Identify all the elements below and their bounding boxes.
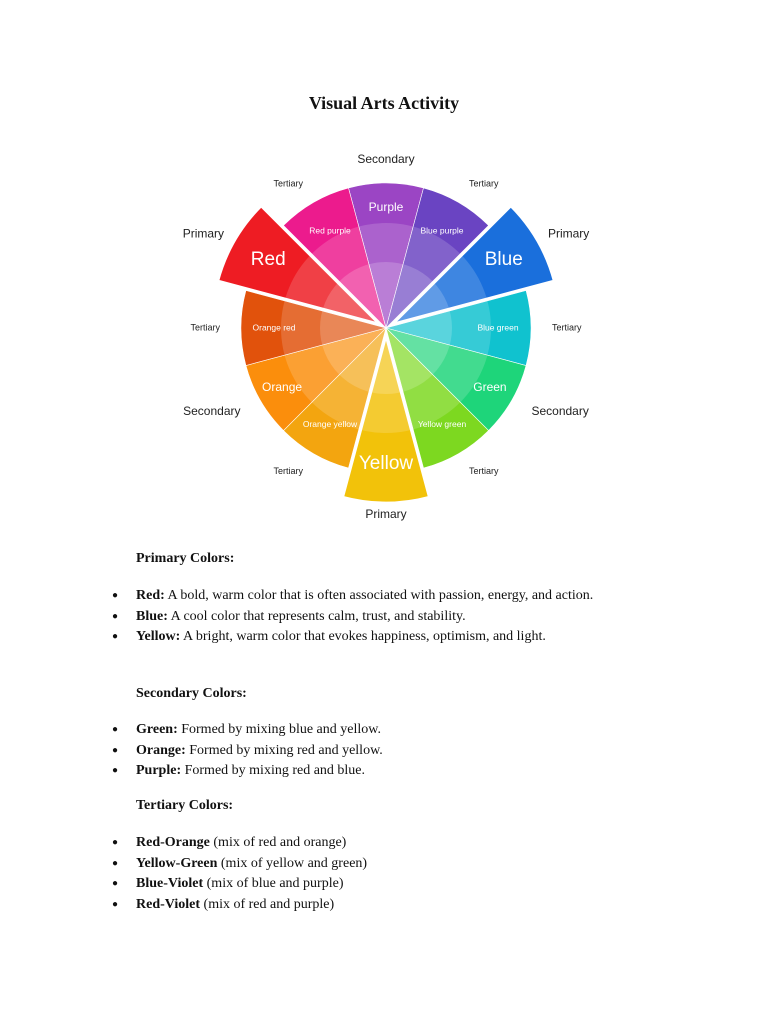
list-item xyxy=(108,874,367,895)
list-item xyxy=(108,761,383,782)
term: Red-Orange xyxy=(136,835,210,850)
description: Formed by mixing red and blue. xyxy=(181,763,366,778)
wheel-category-label: Tertiary xyxy=(552,322,582,333)
wheel-ring-inner-tint xyxy=(320,262,452,394)
list-item xyxy=(108,854,367,875)
description: (mix of yellow and green) xyxy=(217,855,368,871)
wheel-category-label: Tertiary xyxy=(469,178,499,189)
wheel-label-blue: Blue xyxy=(484,249,523,271)
term: Red-Violet xyxy=(136,896,201,912)
primary-colors-list xyxy=(108,586,593,648)
wheel-label-purple: Purple xyxy=(368,200,404,215)
wheel-category-label: Tertiary xyxy=(273,466,303,477)
section-heading-primary: Primary Colors: xyxy=(136,551,235,566)
list-item xyxy=(108,895,367,916)
wheel-category-label: Tertiary xyxy=(469,466,499,477)
list-item xyxy=(108,627,593,648)
wheel-label-yellow: Yellow xyxy=(358,453,414,475)
description: (mix of red and orange) xyxy=(209,835,347,850)
term: Yellow-Green xyxy=(136,855,218,871)
page-title: Visual Arts Activity xyxy=(308,93,460,113)
term: Orange: xyxy=(136,742,186,758)
term: Red: xyxy=(136,588,165,603)
term: Green: xyxy=(136,722,178,737)
wheel-label-red: Red xyxy=(250,249,286,271)
wheel-category-label: Primary xyxy=(547,226,590,241)
term: Purple: xyxy=(136,763,182,778)
description: Formed by mixing red and yellow. xyxy=(185,742,383,758)
wheel-label-orange: Orange xyxy=(262,380,303,395)
wheel-category-label: Tertiary xyxy=(273,178,303,189)
description: Formed by mixing blue and yellow. xyxy=(177,722,381,737)
list-item xyxy=(108,607,593,628)
wheel-label-blue-purple: Blue purple xyxy=(420,225,464,236)
tertiary-colors-list xyxy=(108,833,367,915)
wheel-category-label: Primary xyxy=(182,226,225,241)
color-wheel-image xyxy=(182,145,590,525)
wheel-category-label: Secondary xyxy=(531,404,589,419)
wheel-category-label: Secondary xyxy=(183,404,241,419)
wheel-label-yellow-green: Yellow green xyxy=(417,419,467,430)
wheel-label-blue-green: Blue green xyxy=(477,322,519,333)
list-item xyxy=(108,586,593,607)
list-item xyxy=(108,741,383,762)
description: (mix of red and purple) xyxy=(200,896,335,912)
wheel-category-label: Tertiary xyxy=(190,322,220,333)
description: A cool color that represents calm, trust, and stability. xyxy=(167,608,466,624)
secondary-colors-list xyxy=(108,720,383,782)
wheel-label-red-purple: Red purple xyxy=(309,225,351,236)
list-item xyxy=(108,720,383,741)
term: Yellow: xyxy=(136,629,181,644)
term: Blue: xyxy=(136,608,168,624)
description: A bright, warm color that evokes happiness, optimism, and light. xyxy=(180,629,546,644)
wheel-label-orange-red: Orange red xyxy=(252,322,296,333)
term: Blue-Violet xyxy=(136,876,204,891)
description: A bold, warm color that is often associated with passion, energy, and action. xyxy=(164,588,594,603)
wheel-label-orange-yellow: Orange yellow xyxy=(302,419,358,430)
description: (mix of blue and purple) xyxy=(203,876,344,891)
wheel-category-label: Primary xyxy=(365,507,407,522)
wheel-category-label: Secondary xyxy=(357,152,415,167)
wheel-label-green: Green xyxy=(473,380,507,395)
list-item xyxy=(108,833,367,854)
section-heading-tertiary: Tertiary Colors: xyxy=(136,798,234,813)
section-heading-secondary: Secondary Colors: xyxy=(136,686,247,701)
